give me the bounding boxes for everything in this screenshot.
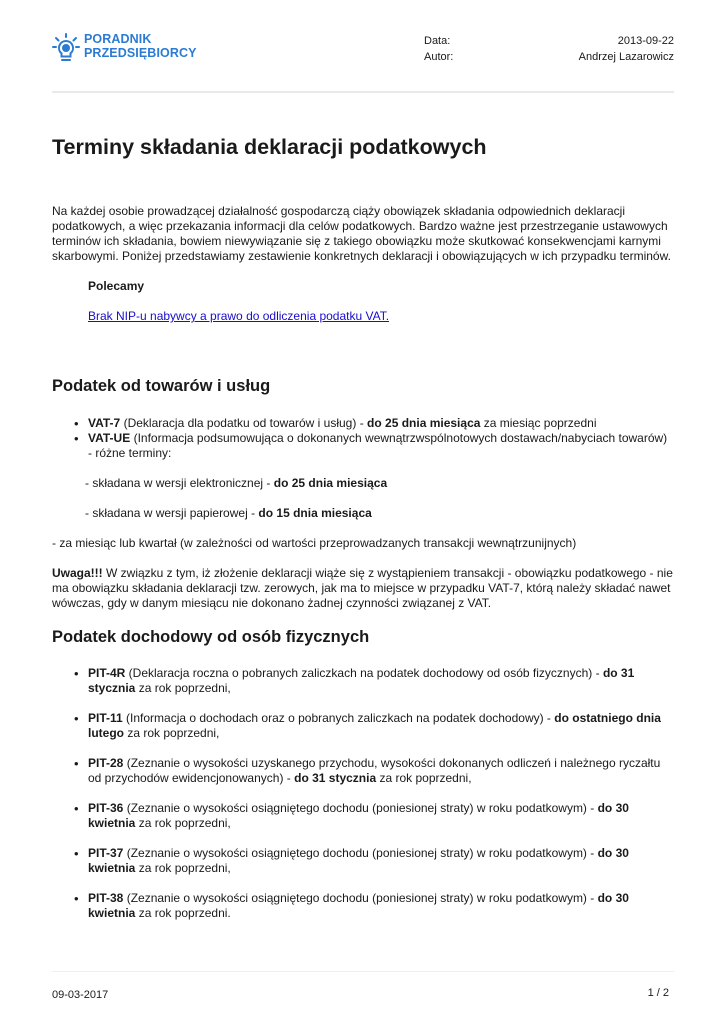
- logo-text: [84, 32, 197, 60]
- pit-28-tail: za rok poprzedni,: [376, 771, 472, 785]
- recommend-heading: Polecamy: [88, 279, 145, 293]
- pit-37-desc: (Zeznanie o wysokości osiągniętego dochodu (poniesionej straty) w roku podatkowym) -: [123, 846, 598, 860]
- author-value: Andrzej Lazarowicz: [578, 51, 674, 63]
- lightbulb-icon: [52, 32, 80, 66]
- pit-11-deadline: do ostatniego dnia lutego: [88, 711, 661, 740]
- pit-38-desc: (Zeznanie o wysokości osiągniętego dochodu (poniesionej straty) w roku podatkowym) -: [123, 891, 598, 905]
- list-item-pit-38: [52, 891, 676, 921]
- list-item-pit-11: [52, 711, 676, 741]
- list-item-pit-28: [52, 756, 676, 786]
- vat-7-desc: (Deklaracja dla podatku od towarów i usług) -: [120, 416, 368, 430]
- pit-list: [52, 666, 676, 921]
- warning-text: W związku z tym, iż złożenie deklaracji wiąże się z wystąpieniem transakcji - obowiązku podatkowego - nie ma obowiązku składania deklaracji tzw. zerowych, jak ma to miejsce w przypadku VAT-7, którą należy składać nawet wówczas, gdy w danym miesiącu nie dokonano żadnej czynności związanej z VAT.: [52, 566, 673, 610]
- date-value: 2013-09-22: [617, 35, 674, 47]
- logo[interactable]: [52, 32, 197, 66]
- pit-36-desc: (Zeznanie o wysokości osiągniętego dochodu (poniesionej straty) w roku podatkowym) -: [123, 801, 598, 815]
- paper-text: - składana w wersji papierowej -: [85, 506, 259, 520]
- pit-4r-deadline: do 31 stycznia: [88, 666, 635, 695]
- date-row: [424, 33, 674, 49]
- period-line: - za miesiąc lub kwartał (w zależności od wartości przeprowadzanych transakcji wewnątrzunijnych): [52, 536, 577, 550]
- vat-ue-note: - różne terminy:: [88, 446, 172, 460]
- pit-section-heading: Podatek dochodowy od osób fizycznych: [52, 628, 370, 646]
- document-meta: [424, 33, 674, 65]
- pit-37-deadline: do 30 kwietnia: [88, 846, 629, 875]
- list-item-pit-37: [52, 846, 676, 876]
- list-item-vat-7: [52, 416, 676, 431]
- page-number: 1 / 2: [647, 987, 669, 999]
- electronic-line: [85, 476, 676, 491]
- list-item-pit-4r: [52, 666, 676, 696]
- page-title: Terminy składania deklaracji podatkowych: [52, 135, 487, 159]
- date-label: Data:: [424, 35, 451, 47]
- pit-37-tail: za rok poprzedni,: [135, 861, 231, 875]
- vat-list: [52, 416, 676, 446]
- pit-4r-desc: (Deklaracja roczna o pobranych zaliczkach na podatek dochodowy od osób fizycznych) -: [125, 666, 603, 680]
- footer-date: 09-03-2017: [52, 989, 109, 1001]
- pit-4r-tail: za rok poprzedni,: [135, 681, 231, 695]
- paper-deadline: do 15 dnia miesiąca: [258, 506, 372, 520]
- pit-36-code: PIT-36: [88, 801, 124, 815]
- pit-38-deadline: do 30 kwietnia: [88, 891, 629, 920]
- paper-line: [85, 506, 676, 521]
- electronic-deadline: do 25 dnia miesiąca: [273, 476, 388, 490]
- warning-paragraph: [52, 566, 676, 611]
- pit-36-tail: za rok poprzedni,: [135, 816, 231, 830]
- page-header: [52, 30, 674, 70]
- electronic-text: - składana w wersji elektronicznej -: [85, 476, 274, 490]
- vat-7-tail: za miesiąc poprzedni: [480, 416, 597, 430]
- pit-11-tail: za rok poprzedni,: [124, 726, 220, 740]
- footer-divider: [52, 971, 674, 972]
- warning-label: Uwaga!!!: [52, 566, 103, 580]
- list-item-pit-36: [52, 801, 676, 831]
- author-row: [424, 49, 674, 65]
- pit-11-desc: (Informacja o dochodach oraz o pobranych zaliczkach na podatek dochodowy) -: [122, 711, 555, 725]
- vat-7-deadline: do 25 dnia miesiąca: [367, 416, 481, 430]
- article: [52, 132, 676, 921]
- list-item-vat-ue: [52, 431, 676, 446]
- header-divider: [52, 91, 674, 93]
- pit-38-tail: za rok poprzedni.: [135, 906, 231, 920]
- intro-paragraph: Na każdej osobie prowadzącej działalność gospodarczą ciąży obowiązek składania odpowiednich deklaracji podatkowych, a więc przekazania informacji dla celów podatkowych. Bardzo ważne jest przestrzeganie ustawowych terminów ich składania, bowiem niewywiązanie się z takiego obowiązku może skutkować konsekwencjami karnymi skarbowymi. Poniżej przedstawiamy zestawienie konkretnych deklaracji i obowiązujących w ich przypadku terminów.: [52, 204, 671, 263]
- author-label: Autor:: [424, 51, 454, 63]
- vat-section-heading: Podatek od towarów i usług: [52, 377, 271, 395]
- pit-11-code: PIT-11: [88, 711, 123, 725]
- pit-4r-code: PIT-4R: [88, 666, 126, 680]
- logo-line-2: PRZEDSIĘBIORCY: [84, 46, 197, 60]
- pit-36-deadline: do 30 kwietnia: [88, 801, 629, 830]
- recommend-link[interactable]: Brak NIP-u nabywcy a prawo do odliczenia podatku VAT.: [88, 309, 390, 323]
- vat-7-code: VAT-7: [88, 416, 121, 430]
- pit-38-code: PIT-38: [88, 891, 124, 905]
- logo-line-1: PORADNIK: [84, 32, 152, 46]
- pit-37-code: PIT-37: [88, 846, 124, 860]
- pit-28-desc: (Zeznanie o wysokości uzyskanego przychodu, wysokości dokonanych odliczeń i należnego ryczałtu od przychodów ewidencjonowanych) -: [88, 756, 661, 785]
- vat-ue-code: VAT-UE: [88, 431, 131, 445]
- pit-28-code: PIT-28: [88, 756, 124, 770]
- pit-28-deadline: do 31 stycznia: [294, 771, 377, 785]
- vat-ue-desc: (Informacja podsumowująca o dokonanych wewnątrzwspólnotowych dostawach/nabyciach towarów): [130, 431, 668, 445]
